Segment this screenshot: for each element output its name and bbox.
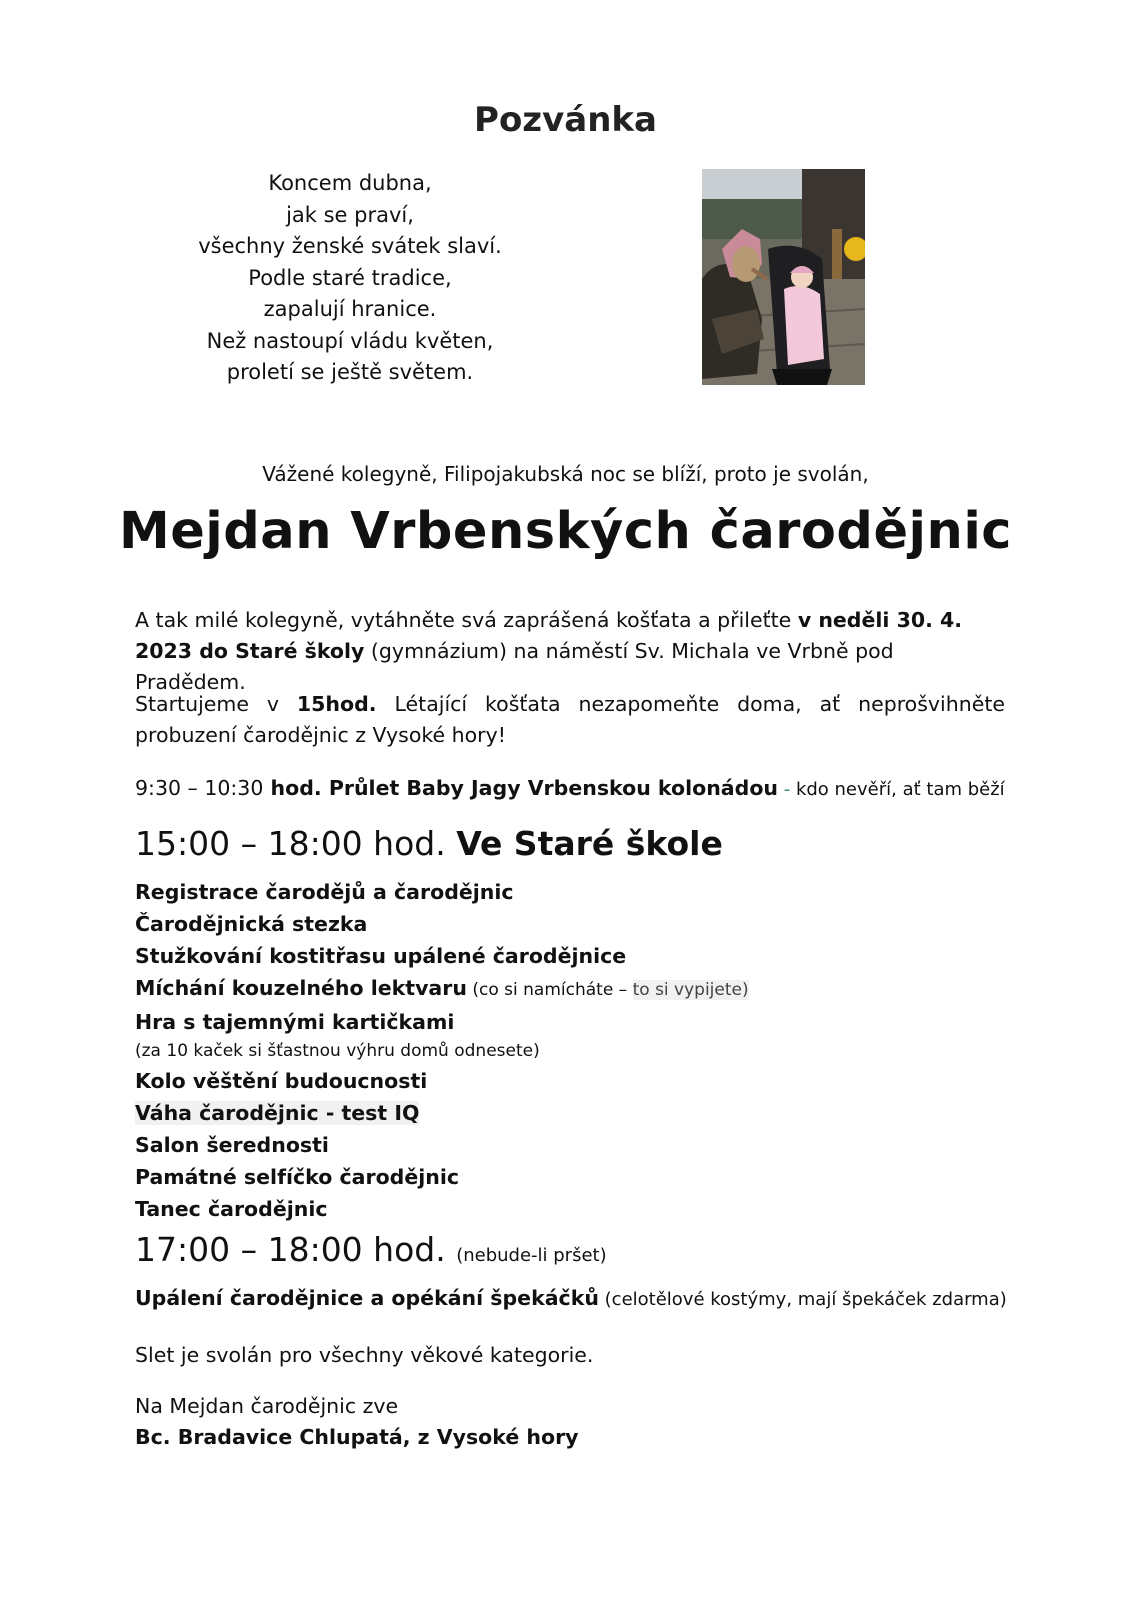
- list-item-note: (co si namícháte –: [466, 980, 633, 1000]
- intro-date: v neděli 30. 4.: [797, 608, 963, 632]
- block2-event-note: (celotělové kostýmy, mají špekáček zdarma): [598, 1289, 1007, 1310]
- activity-list: [135, 876, 1005, 1225]
- poem: [190, 168, 510, 389]
- list-item-note: (za 10 kaček si šťastnou výhru domů odnesete): [135, 1041, 540, 1061]
- block2-time: 17:00 – 18:00 hod.: [135, 1230, 457, 1269]
- block2-heading: [135, 1230, 1005, 1271]
- morning-dash: -: [778, 779, 791, 800]
- witch-photo: [702, 169, 865, 385]
- list-item: Čarodějnická stezka: [135, 912, 368, 936]
- poem-line: Než nastoupí vládu květen,: [206, 328, 494, 353]
- morning-event-title: Průlet Baby Jagy Vrbenskou kolonádou: [321, 776, 778, 800]
- poem-line: všechny ženské svátek slaví.: [198, 234, 502, 258]
- morning-note: kdo nevěří, ať tam běží: [790, 779, 1005, 800]
- intro-paragraph: [135, 605, 1005, 698]
- poem-line: jak se praví,: [286, 202, 414, 227]
- start-rest: Létající košťata nezapomeňte doma, ať neprošvihněte probuzení čarodějnic z Vysoké hory!: [135, 692, 1005, 747]
- morning-event: [135, 773, 1005, 805]
- event-headline: Mejdan Vrbenských čarodějnic: [118, 502, 1013, 561]
- list-item: Stužkování kostitřasu upálené čarodějnice: [135, 944, 627, 968]
- poem-line: zapalují hranice.: [263, 297, 437, 321]
- block1-place: Ve Staré škole: [456, 824, 723, 863]
- witch-photo-illustration: [702, 169, 865, 385]
- start-paragraph: [135, 689, 1005, 751]
- block2-note: (nebude-li pršet): [456, 1245, 607, 1266]
- poem-line: Koncem dubna,: [268, 171, 432, 195]
- list-item-title: Míchání kouzelného lektvaru: [135, 976, 467, 1000]
- list-item: [135, 1097, 1005, 1129]
- list-item-title: Váha čarodějnic - test IQ: [135, 1101, 420, 1125]
- block1-time: 15:00 – 18:00 hod.: [135, 824, 457, 863]
- list-item: Salon šerednosti: [135, 1133, 329, 1157]
- all-ages-note: Slet je svolán pro všechny věkové kategorie.: [135, 1343, 594, 1367]
- list-item: Registrace čarodějů a čarodějnic: [135, 880, 514, 904]
- poem-line: Podle staré tradice,: [248, 265, 452, 290]
- list-item: Tanec čarodějnic: [135, 1197, 328, 1221]
- start-time: 15hod.: [296, 692, 377, 716]
- list-item: Hra s tajemnými kartičkami: [135, 1010, 455, 1034]
- block2-event: [135, 1283, 1005, 1315]
- morning-time: 9:30 – 10:30: [135, 776, 264, 800]
- block2-event-title: Upálení čarodějnice a opékání špekáčků: [135, 1286, 599, 1310]
- intro-place: 2023 do Staré školy: [135, 639, 365, 663]
- morning-hod: hod.: [263, 776, 322, 800]
- list-item-note-highlight: to si vypijete): [632, 980, 749, 1000]
- intro-location: (gymnázium) na náměstí Sv. Michala ve Vrbně pod Pradědem.: [135, 639, 894, 694]
- list-item: Kolo věštění budoucnosti: [135, 1069, 428, 1093]
- list-item: Památné selfíčko čarodějnic: [135, 1165, 460, 1189]
- signature: Bc. Bradavice Chlupatá, z Vysoké hory: [135, 1425, 579, 1449]
- start-prefix: Startujeme v: [135, 692, 297, 716]
- page-title: Pozvánka: [474, 100, 657, 140]
- greeting: Vážené kolegyně, Filipojakubská noc se blíží, proto je svolán,: [262, 462, 869, 486]
- invite-line: Na Mejdan čarodějnic zve: [135, 1394, 399, 1418]
- block1-heading: [135, 824, 1005, 864]
- poem-line: proletí se ještě světem.: [226, 360, 474, 384]
- intro-text: A tak milé kolegyně, vytáhněte svá zaprášená košťata a přileťte: [135, 608, 798, 632]
- list-item: [135, 972, 1005, 1006]
